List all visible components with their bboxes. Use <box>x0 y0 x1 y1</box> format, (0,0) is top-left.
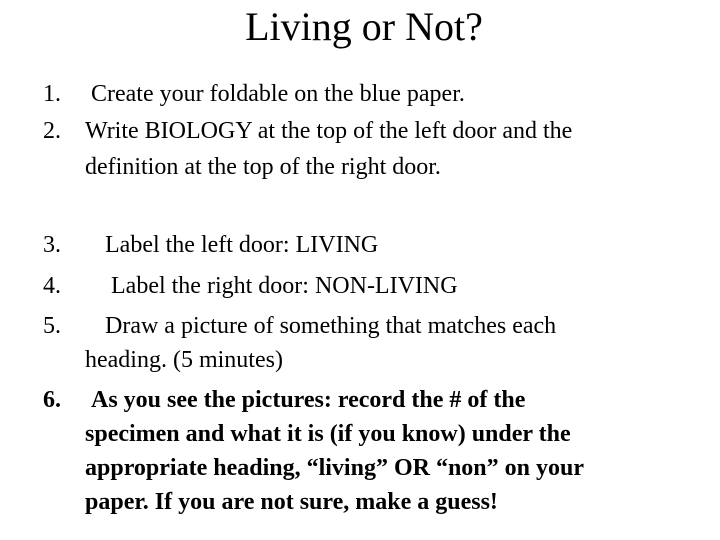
step-number: 2. <box>43 118 61 144</box>
step-text-line: heading. (5 minutes) <box>85 347 283 373</box>
step-text-line: Draw a picture of something that matches each <box>105 313 557 339</box>
step-number: 5. <box>43 313 61 339</box>
step-number: 6. <box>43 387 61 413</box>
step-text-line: Write BIOLOGY at the top of the left door and the <box>85 118 573 144</box>
step-text-line: paper. If you are not sure, make a guess! <box>85 489 498 515</box>
step-text-line: Label the right door: NON-LIVING <box>111 273 458 299</box>
step-text-line: definition at the top of the right door. <box>85 154 441 180</box>
step-text-line: Create your foldable on the blue paper. <box>91 81 465 107</box>
step-number: 4. <box>43 273 61 299</box>
step-text-line: appropriate heading, “living” OR “non” on your <box>85 455 584 481</box>
step-text-line: specimen and what it is (if you know) under the <box>85 421 571 447</box>
slide-title: Living or Not? <box>245 4 483 49</box>
step-number: 1. <box>43 81 61 107</box>
step-text-line: As you see the pictures: record the # of the <box>91 387 526 413</box>
step-number: 3. <box>43 232 61 258</box>
step-text-line: Label the left door: LIVING <box>105 232 379 258</box>
